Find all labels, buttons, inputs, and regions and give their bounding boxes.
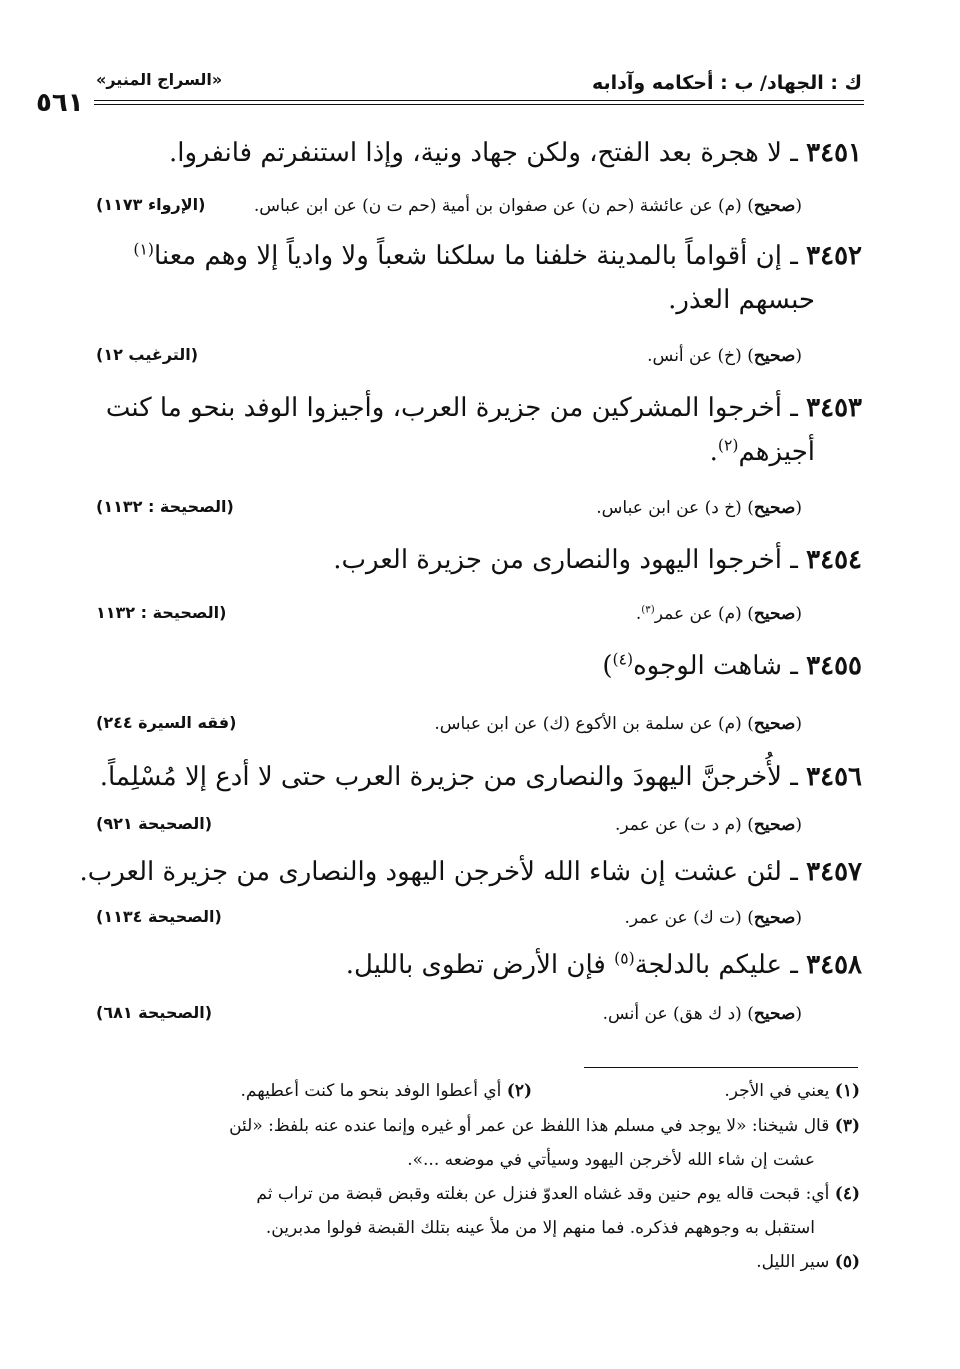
hadith-text: لئن عشت إن شاء الله لأخرجن اليهود والنصارى من جزيرة العرب. [79, 857, 782, 887]
hadith-3453: ٣٤٥٣ ـ أخرجوا المشركين من جزيرة العرب، وأجيزوا الوفد بنحو ما كنت [105, 393, 862, 423]
hadith-3455: ٣٤٥٥ ـ شاهت الوجوه$^{(٤)}$) [602, 650, 862, 681]
hadith-text-after: فإن الأرض تطوى بالليل. [345, 950, 615, 980]
header-rule-bottom [94, 104, 864, 105]
footnote-text: يعني في الأجر. [724, 1081, 830, 1101]
hadith-reference: (الصحيحة ٩٢١) [96, 814, 213, 833]
hadith-reference: (فقه السيرة ٢٤٤) [96, 713, 237, 732]
footnote-text: أي: قبحت قاله يوم حنين وقد غشاه العدوّ فنزل عن بغلته وقبض قبضة من تراب ثم [256, 1184, 830, 1204]
hadith-number: ٣٤٥١ [806, 138, 862, 168]
footnote-number: (٥) [834, 1252, 860, 1272]
header-rule-top [94, 100, 864, 101]
footnote-number: (٣) [834, 1116, 860, 1136]
hadith-3456: ٣٤٥٦ ـ لأُخرجنَّ اليهودَ والنصارى من جزيرة العرب حتى لا أدع إلا مُسْلِماً. [99, 762, 862, 792]
hadith-3454: ٣٤٥٤ ـ أخرجوا اليهود والنصارى من جزيرة العرب. [333, 545, 862, 575]
hadith-number: ٣٤٥٦ [806, 762, 862, 792]
hadith-reference: (الإرواء ١١٧٣) [96, 195, 206, 214]
footnote-number: (٢) [506, 1081, 532, 1101]
hadith-number: ٣٤٥٢ [806, 241, 862, 271]
hadith-reference: (الصحيحة : ١١٣٢ [96, 603, 227, 622]
sources-text: (خ) عن أنس. [647, 346, 742, 366]
hadith-text: إن أقواماً بالمدينة خلفنا ما سلكنا شعباً ولا وادياً إلا وهم معنا [153, 241, 782, 271]
hadith-text: لا هجرة بعد الفتح، ولكن جهاد ونية، وإذا استنفرتم فانفروا. [168, 138, 782, 168]
footnote-4-cont: استقبل به وجوههم فذكره. فما منهم إلا من ملأ عينه بتلك القبضة فولوا مدبرين. [265, 1218, 815, 1238]
sources-text: (م) عن سلمة بن الأكوع (ك) عن ابن عباس. [434, 714, 742, 734]
grade-label: صحيح [753, 346, 796, 366]
book-title-header: «السراج المنير» [96, 70, 223, 89]
hadith-number: ٣٤٥٣ [806, 393, 862, 423]
hadith-text: أخرجوا اليهود والنصارى من جزيرة العرب. [333, 545, 782, 575]
hadith-sources: (صحيح) (د ك هق) عن أنس. [602, 1004, 802, 1024]
hadith-reference: (الترغيب ١٢) [96, 345, 199, 364]
footnote-3-cont: عشت إن شاء الله لأخرجن اليهود وسيأتي في موضعه ...». [407, 1150, 815, 1170]
footnote-mark: (٥) [614, 949, 635, 968]
sources-text: (م د ت) عن عمر. [614, 815, 742, 835]
hadith-text: عليكم بالدلجة [634, 950, 782, 980]
sources-text: (د ك هق) عن أنس. [602, 1004, 742, 1024]
footnote-5 [756, 1251, 860, 1273]
hadith-sources: (صحيح) (م) عن عائشة (حم ن) عن صفوان بن أمية (حم ت ن) عن ابن عباس. [253, 196, 802, 216]
chapter-header: ك : الجهاد/ ب : أحكامه وآدابه [591, 72, 862, 94]
hadith-sources: (صحيح) (م د ت) عن عمر. [614, 815, 802, 835]
footnote-mark: (١) [133, 240, 154, 259]
footnote-4 [256, 1183, 860, 1205]
hadith-continuation: حبسهم العذر. [668, 285, 815, 315]
hadith-reference: (الصحيحة ٦٨١) [96, 1003, 213, 1022]
footnote-separator [584, 1067, 858, 1068]
hadith-reference: (الصحيحة ١١٣٤) [96, 907, 222, 926]
hadith-continuation: أجيزهم$^{(٢)}$. [709, 436, 815, 467]
grade-label: صحيح [753, 604, 796, 624]
footnote-1 [724, 1080, 860, 1102]
sources-text: (م) عن عائشة (حم ن) عن صفوان بن أمية (حم ت ن) عن ابن عباس. [253, 196, 742, 216]
footnote-mark: (٤) [612, 650, 634, 669]
hadith-3458: ٣٤٥٨ ـ عليكم بالدلجة$^{(٥)}$ فإن الأرض تطوى بالليل. [345, 949, 862, 980]
hadith-3452: ٣٤٥٢ ـ إن أقواماً بالمدينة خلفنا ما سلكنا شعباً ولا وادياً إلا وهم معنا$^{(١)}$ [133, 240, 862, 271]
grade-label: صحيح [753, 498, 796, 518]
hadith-number: ٣٤٥٨ [806, 950, 862, 980]
hadith-reference: (الصحيحة : ١١٣٢) [96, 497, 234, 516]
grade-label: صحيح [753, 908, 796, 928]
hadith-3451: ٣٤٥١ ـ لا هجرة بعد الفتح، ولكن جهاد ونية، وإذا استنفرتم فانفروا. [168, 138, 862, 168]
hadith-number: ٣٤٥٧ [806, 857, 862, 887]
hadith-sources: (صحيح) (م) عن عمر$^{(٣)}$. [635, 604, 802, 624]
hadith-text: لأُخرجنَّ اليهودَ والنصارى من جزيرة العرب حتى لا أدع إلا مُسْلِماً. [99, 762, 782, 792]
sources-text: (م) عن عمر [654, 604, 742, 624]
footnote-text: سير الليل. [756, 1252, 830, 1272]
hadith-number: ٣٤٥٥ [806, 651, 862, 681]
footnote-number: (١) [834, 1081, 860, 1101]
hadith-text: أخرجوا المشركين من جزيرة العرب، وأجيزوا الوفد بنحو ما كنت [105, 393, 782, 423]
hadith-3457: ٣٤٥٧ ـ لئن عشت إن شاء الله لأخرجن اليهود والنصارى من جزيرة العرب. [79, 857, 862, 887]
footnote-text: أي أعطوا الوفد بنحو ما كنت أعطيهم. [240, 1081, 502, 1101]
footnote-number: (٤) [834, 1184, 860, 1204]
hadith-sources: (صحيح) (م) عن سلمة بن الأكوع (ك) عن ابن عباس. [434, 714, 802, 734]
footnote-3 [229, 1115, 860, 1137]
footnote-2 [241, 1080, 532, 1102]
grade-label: صحيح [753, 714, 796, 734]
hadith-number: ٣٤٥٤ [806, 545, 862, 575]
footnote-mark: (٢) [717, 436, 739, 455]
footnote-mark: (٣) [641, 604, 655, 616]
grade-label: صحيح [753, 196, 796, 216]
hadith-sources: (صحيح) (ت ك) عن عمر. [624, 908, 802, 928]
grade-label: صحيح [753, 815, 796, 835]
continuation-text: أجيزهم [738, 437, 815, 467]
sources-text: (خ د) عن ابن عباس. [596, 498, 742, 518]
footnote-text: قال شيخنا: «لا يوجد في مسلم هذا اللفظ عن عمر أو غيره وإنما عنده عنه بلفظ: «لئن [229, 1116, 830, 1136]
sources-text: (ت ك) عن عمر. [624, 908, 742, 928]
grade-label: صحيح [753, 1004, 796, 1024]
hadith-sources: (صحيح) (خ) عن أنس. [647, 346, 802, 366]
page-number: ٥٦١ [36, 88, 84, 118]
hadith-sources: (صحيح) (خ د) عن ابن عباس. [596, 498, 802, 518]
hadith-text: شاهت الوجوه [633, 651, 782, 681]
